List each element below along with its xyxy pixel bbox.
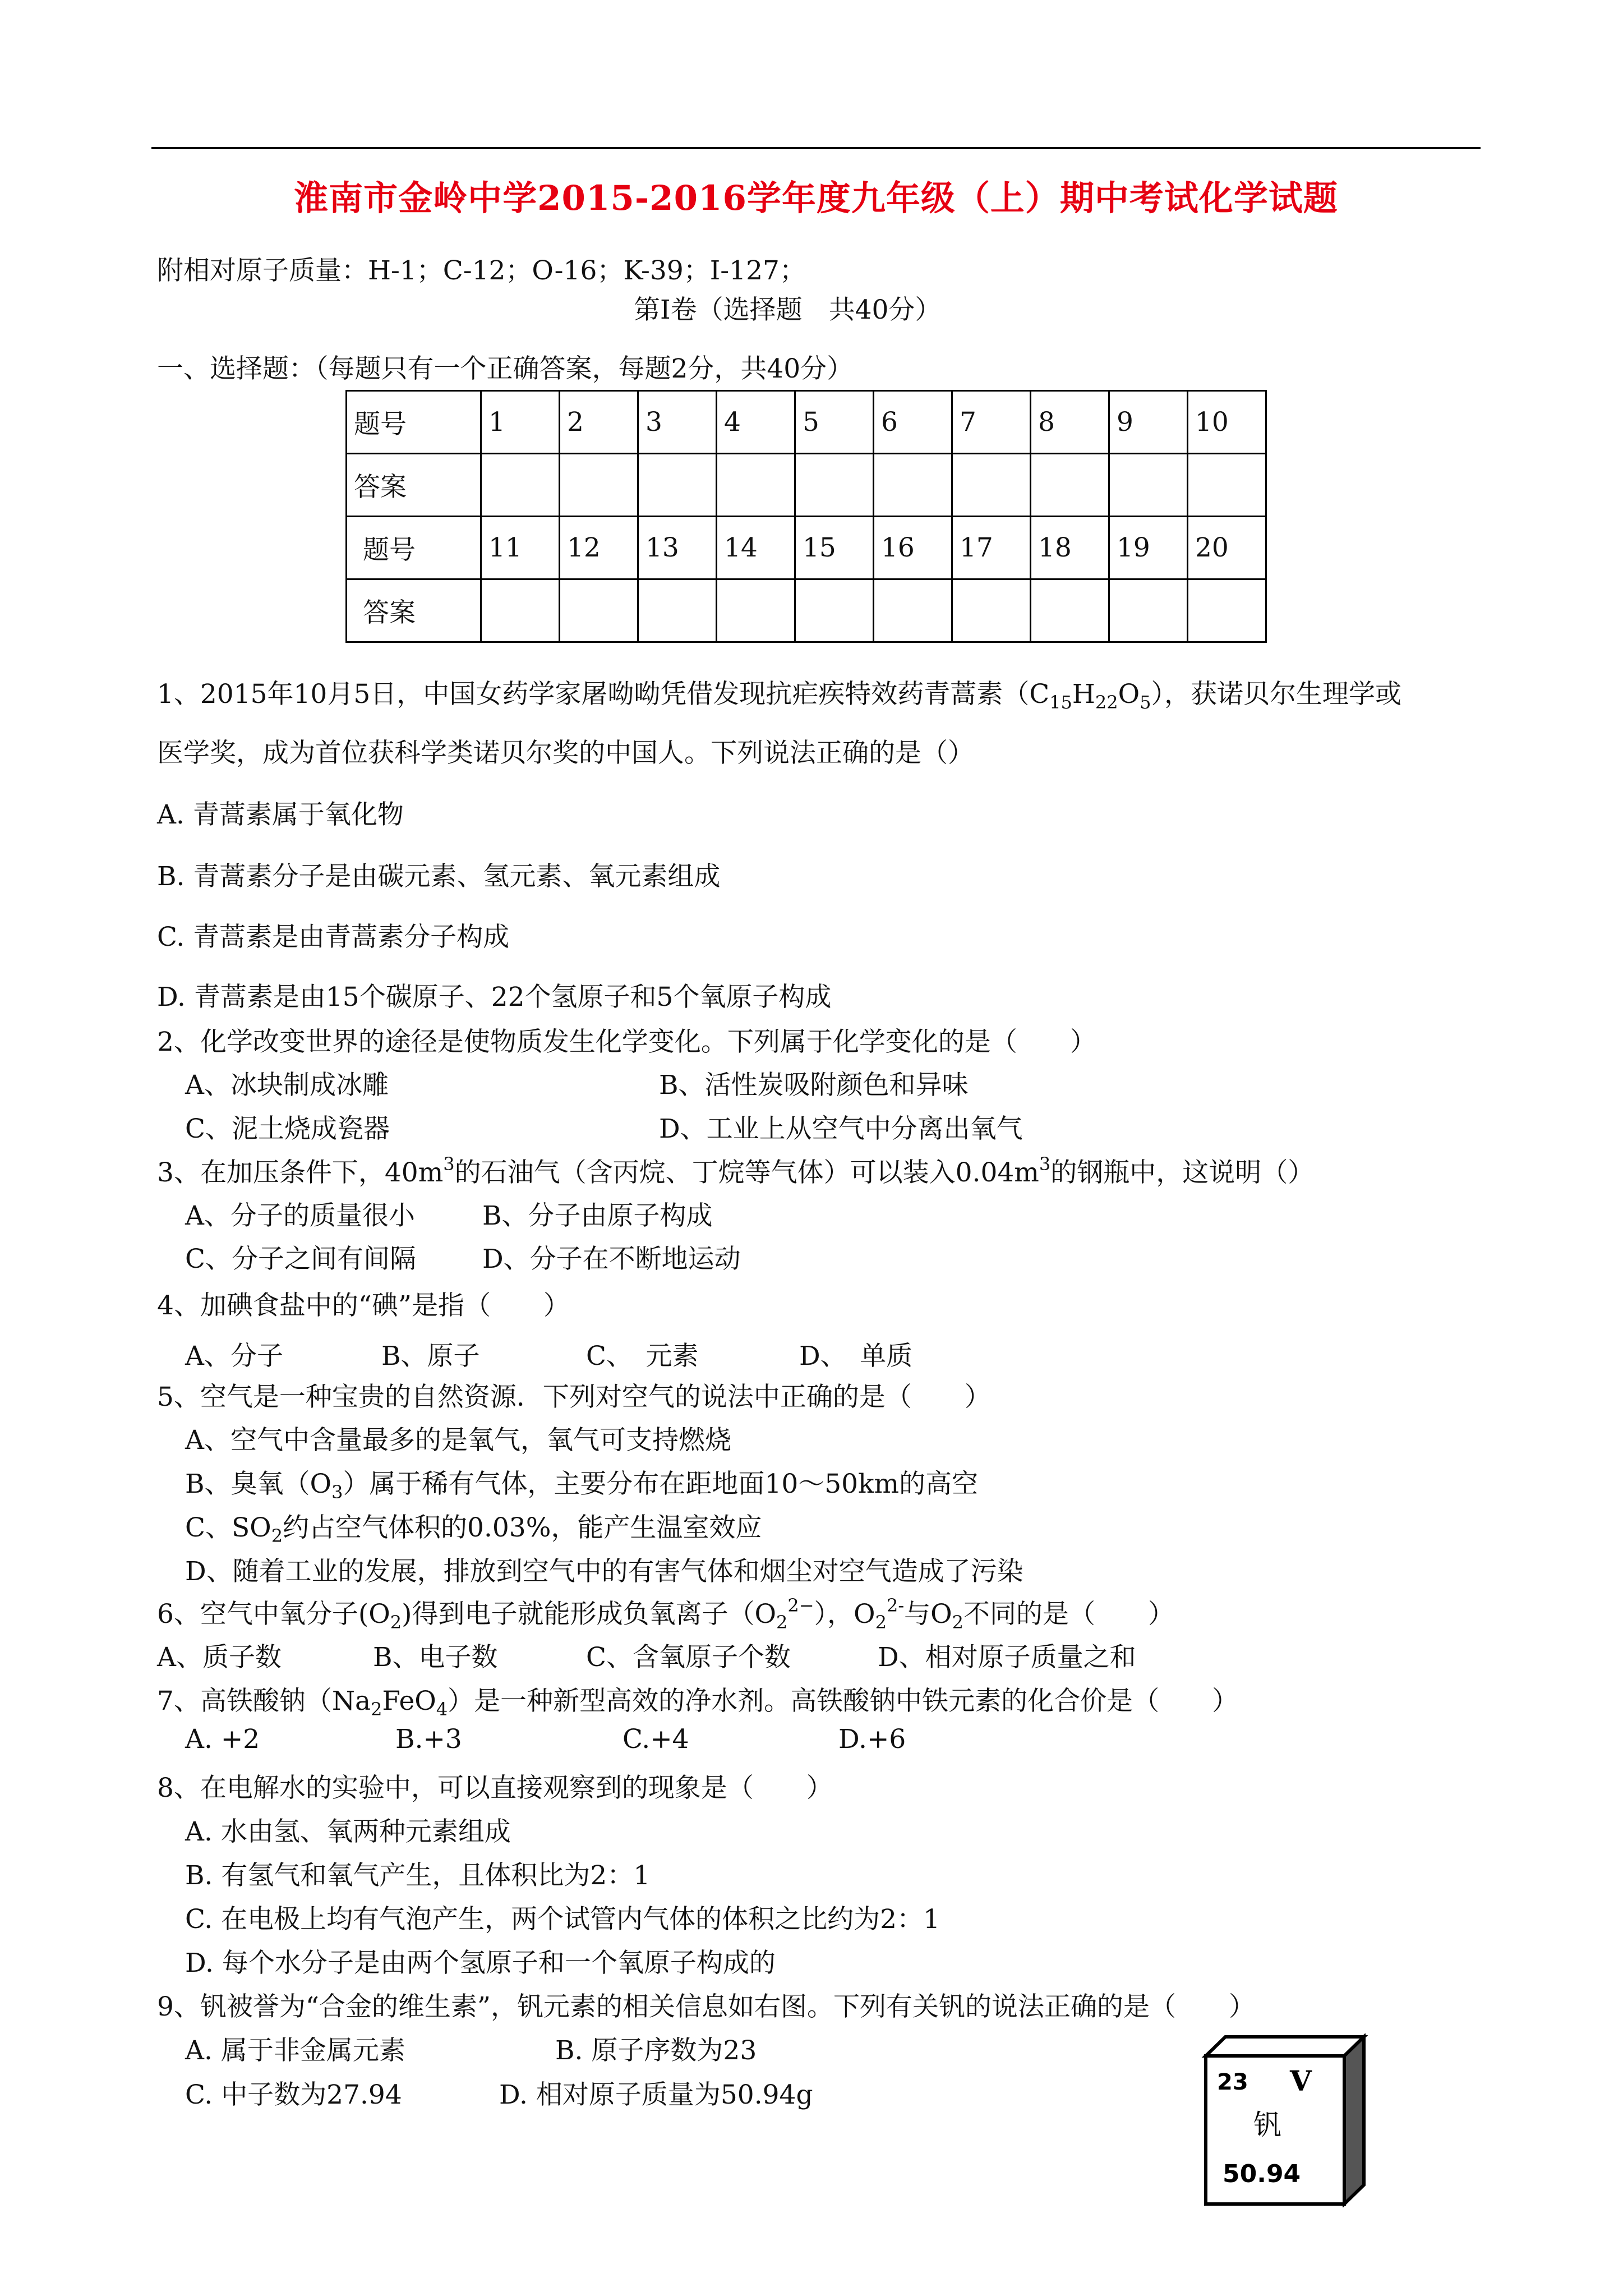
answer-cell[interactable]	[560, 579, 638, 642]
question-number-cell: 7	[952, 391, 1031, 454]
answer-cell[interactable]	[1188, 454, 1266, 517]
table-row	[347, 391, 1266, 454]
card-top-face	[1206, 2037, 1364, 2056]
answer-cell[interactable]	[638, 454, 717, 517]
q9-option-d[interactable]: D. 相对原子质量为50.94g	[499, 2079, 813, 2110]
q4-option-c[interactable]: C、 元素	[586, 1341, 699, 1372]
answer-table	[345, 390, 1267, 643]
q5-option-c[interactable]: C、$SO_2$约占空气体积的0.03%，能产生温室效应	[185, 1512, 762, 1547]
question-number-cell: 10	[1188, 391, 1266, 454]
question-number-cell: 4	[717, 391, 795, 454]
answer-cell[interactable]	[1188, 579, 1266, 642]
q2-option-a[interactable]: A、冰块制成冰雕	[185, 1070, 389, 1101]
question-9-stem: 9、钒被誉为“合金的维生素”，钒元素的相关信息如右图。下列有关钒的说法正确的是（ ）	[157, 1991, 1255, 2022]
q5-option-b[interactable]: B、臭氧$(O_3)$属于稀有气体，主要分布在距地面10～50km的高空	[185, 1469, 979, 1503]
question-number-cell: 17	[952, 517, 1031, 579]
page-title: 淮南市金岭中学2015-2016学年度九年级（上）期中考试化学试题	[294, 178, 1338, 218]
table-row	[347, 454, 1266, 517]
question-8-stem: 8、在电解水的实验中，可以直接观察到的现象是（ ）	[157, 1773, 833, 1803]
answer-cell[interactable]	[1109, 454, 1188, 517]
question-number-cell: 14	[717, 517, 795, 579]
q1-option-c[interactable]: C. 青蒿素是由青蒿素分子构成	[157, 922, 510, 953]
question-number-cell: 13	[638, 517, 717, 579]
q3-option-a[interactable]: A、分子的质量很小	[185, 1200, 415, 1231]
q8-option-a[interactable]: A. 水由氢、氧两种元素组成	[185, 1816, 511, 1847]
card-atomic-mass: 50.94	[1223, 2160, 1301, 2188]
table-row	[347, 517, 1266, 579]
q7-option-d[interactable]: D.+6	[838, 1724, 906, 1755]
table-header-cell: 答案	[347, 579, 481, 642]
question-number-cell: 3	[638, 391, 717, 454]
q7-option-b[interactable]: B.+3	[395, 1724, 462, 1755]
question-3-stem: 3、在加压条件下，$40m^3$的石油气（含丙烷、丁烷等气体）可以装入$0.04m^3$的钢瓶中，这说明（）	[157, 1153, 1315, 1188]
question-number-cell: 8	[1031, 391, 1109, 454]
answer-cell[interactable]	[481, 454, 560, 517]
question-number-cell: 5	[795, 391, 874, 454]
q3-option-b[interactable]: B、分子由原子构成	[482, 1200, 713, 1231]
question-1-stem: 1、2015年10月5日，中国女药学家屠呦呦凭借发现抗疟疾特效药青蒿素$(C_{15}H_{22}O_5)$，获诺贝尔生理学或	[157, 679, 1402, 713]
answer-cell[interactable]	[874, 454, 952, 517]
table-header-cell: 题号	[347, 391, 481, 454]
answer-cell[interactable]	[795, 579, 874, 642]
question-5-stem: 5、空气是一种宝贵的自然资源．下列对空气的说法中正确的是（ ）	[157, 1382, 991, 1412]
answer-cell[interactable]	[795, 454, 874, 517]
card-symbol: V	[1290, 2064, 1312, 2097]
card-side-face	[1344, 2037, 1364, 2204]
question-number-cell: 6	[874, 391, 952, 454]
question-number-cell: 18	[1031, 517, 1109, 579]
q4-option-a[interactable]: A、分子	[185, 1341, 283, 1372]
q7-option-c[interactable]: C.+4	[623, 1724, 689, 1755]
q1-option-a[interactable]: A. 青蒿素属于氧化物	[157, 799, 404, 830]
answer-cell[interactable]	[1031, 454, 1109, 517]
answer-cell[interactable]	[952, 454, 1031, 517]
section-heading: 一、选择题：（每题只有一个正确答案，每题2分，共40分）	[157, 353, 854, 384]
q2-option-c[interactable]: C、泥土烧成瓷器	[185, 1114, 390, 1144]
question-number-cell: 1	[481, 391, 560, 454]
vanadium-element-card	[1200, 2033, 1368, 2207]
question-number-cell: 20	[1188, 517, 1266, 579]
q3-option-c[interactable]: C、分子之间有间隔	[185, 1244, 416, 1274]
table-row	[347, 579, 1266, 642]
q3-option-d[interactable]: D、分子在不断地运动	[482, 1244, 741, 1274]
question-4-stem: 4、加碘食盐中的“碘”是指（ ）	[157, 1290, 570, 1321]
answer-cell[interactable]	[717, 454, 795, 517]
answer-cell[interactable]	[952, 579, 1031, 642]
answer-cell[interactable]	[481, 579, 560, 642]
answer-cell[interactable]	[560, 454, 638, 517]
q1-option-b[interactable]: B. 青蒿素分子是由碳元素、氢元素、氧元素组成	[157, 861, 721, 892]
question-6-stem: 6、空气中氧分子$(O_2)$得到电子就能形成负氧离子$(O_2^{2-})$，$O_2^{2-}$与$O_2$不同的是（ ）	[157, 1595, 1175, 1633]
q9-option-b[interactable]: B. 原子序数为23	[555, 2035, 757, 2066]
card-element-name: 钒	[1253, 2109, 1281, 2141]
q8-option-b[interactable]: B. 有氢气和氧气产生，且体积比为2：1	[185, 1860, 651, 1891]
question-number-cell: 15	[795, 517, 874, 579]
q6-option-a[interactable]: A、质子数	[157, 1642, 282, 1673]
question-number-cell: 12	[560, 517, 638, 579]
part-heading: 第Ⅰ卷（选择题 共40分）	[634, 295, 942, 325]
q5-option-a[interactable]: A、空气中含量最多的是氧气，氧气可支持燃烧	[185, 1425, 731, 1456]
question-7-stem: 7、高铁酸钠$(Na_2FeO_4)$是一种新型高效的净水剂。高铁酸钠中铁元素的化合价是（ ）	[157, 1686, 1239, 1720]
q4-option-b[interactable]: B、原子	[381, 1341, 480, 1372]
answer-cell[interactable]	[1109, 579, 1188, 642]
answer-cell[interactable]	[1031, 579, 1109, 642]
q5-option-d[interactable]: D、随着工业的发展，排放到空气中的有害气体和烟尘对空气造成了污染	[185, 1556, 1023, 1587]
q4-option-d[interactable]: D、 单质	[799, 1341, 913, 1372]
q2-option-d[interactable]: D、工业上从空气中分离出氧气	[659, 1114, 1023, 1144]
question-1-stem-cont: 医学奖，成为首位获科学类诺贝尔奖的中国人。下列说法正确的是（）	[157, 738, 974, 769]
answer-cell[interactable]	[638, 579, 717, 642]
q6-option-c[interactable]: C、含氧原子个数	[586, 1642, 791, 1673]
table-header-cell: 题号	[347, 517, 481, 579]
answer-cell[interactable]	[717, 579, 795, 642]
question-number-cell: 11	[481, 517, 560, 579]
card-atomic-number: 23	[1217, 2069, 1248, 2095]
q9-option-a[interactable]: A. 属于非金属元素	[185, 2035, 405, 2066]
question-number-cell: 9	[1109, 391, 1188, 454]
q2-option-b[interactable]: B、活性炭吸附颜色和异味	[659, 1070, 969, 1101]
q1-option-d[interactable]: D. 青蒿素是由15个碳原子、22个氢原子和5个氧原子构成	[157, 982, 832, 1013]
question-2-stem: 2、化学改变世界的途径是使物质发生化学变化。下列属于化学变化的是（ ）	[157, 1027, 1096, 1057]
q7-option-a[interactable]: A. +2	[185, 1724, 260, 1755]
q9-option-c[interactable]: C. 中子数为27.94	[185, 2079, 402, 2110]
question-number-cell: 16	[874, 517, 952, 579]
q6-option-d[interactable]: D、相对原子质量之和	[878, 1642, 1136, 1673]
table-header-cell: 答案	[347, 454, 481, 517]
q6-option-b[interactable]: B、电子数	[373, 1642, 498, 1673]
atomic-masses: 附相对原子质量：H-1；C-12；O-16；K-39；I-127；	[157, 255, 806, 286]
question-number-cell: 2	[560, 391, 638, 454]
q8-option-c[interactable]: C. 在电极上均有气泡产生，两个试管内气体的体积之比约为2：1	[185, 1904, 940, 1935]
q8-option-d[interactable]: D. 每个水分子是由两个氢原子和一个氧原子构成的	[185, 1948, 776, 1978]
answer-cell[interactable]	[874, 579, 952, 642]
question-number-cell: 19	[1109, 517, 1188, 579]
top-rule	[151, 147, 1481, 149]
